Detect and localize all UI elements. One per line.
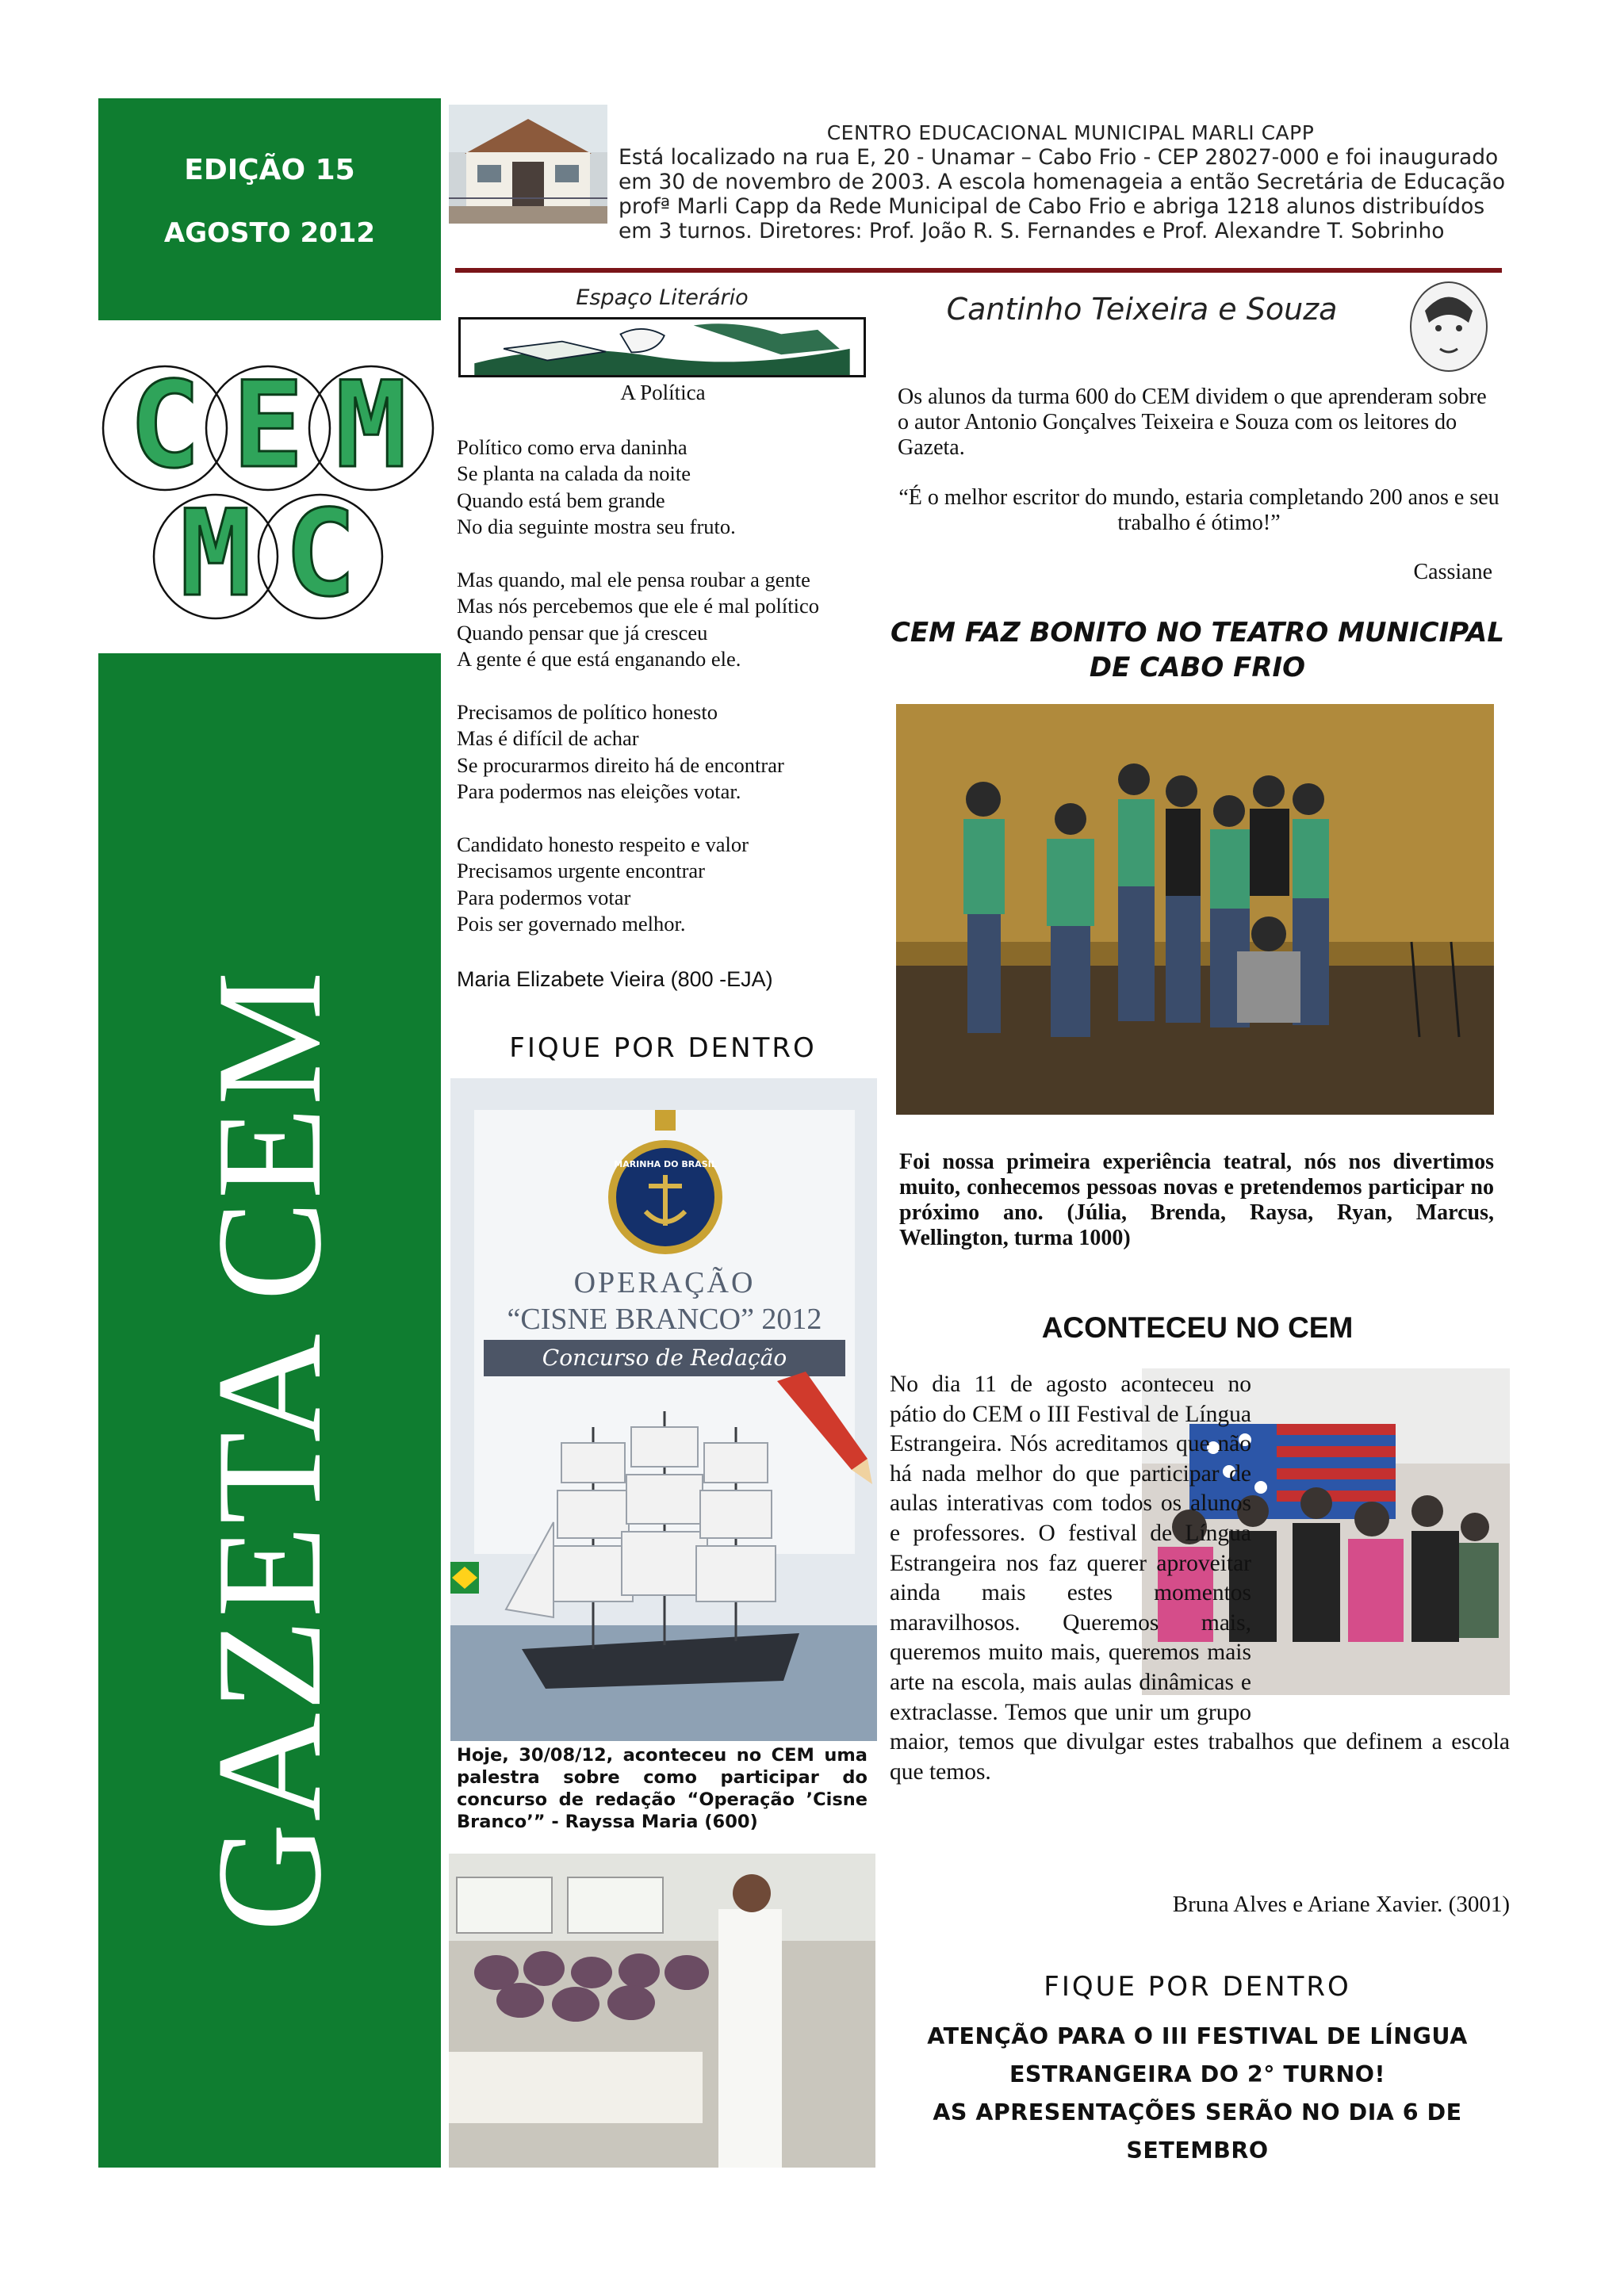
aconteceu-title: ACONTECEU NO CEM [1041, 1311, 1354, 1344]
poster-contest: Concurso de Redação [542, 1345, 787, 1371]
author-portrait-sketch [1405, 279, 1492, 374]
logo-letter-c2: C [284, 485, 357, 623]
poem-line: Quando pensar que já cresceu [457, 620, 708, 645]
cem-logo [98, 349, 441, 634]
poem-line: Candidato honesto respeito e valor [457, 832, 749, 857]
poster-caption: Hoje, 30/08/12, aconteceu no CEM uma palestra sobre como participar do concurso de redação “Operação ’Cisne Branco’” - Rayssa Maria (600) [457, 1745, 868, 1832]
aconteceu-body: No dia 11 de agosto aconteceu no pátio do CEM o III Festival de Língua Estrangeira. Nós acreditamos que não há nada melhor do que participar de aulas interativas com todos os alunos e professores. O festival de Língua Estrangeira nos faz querer aproveitar ainda mais estes momentos maravilhosos. Queremos mais, queremos muito mais, queremos mais arte na escola, mais aulas dinâmicas e extraclasse. Temos que unir um grupo maior, temos que divulgar estes trabalhos que definem a escola que temos. [890, 1372, 1510, 1785]
edition-date: AGOSTO 2012 [163, 217, 376, 249]
logo-letter-c1: C [128, 357, 201, 495]
cantinho-title: Cantinho Teixeira e Souza [946, 292, 1338, 327]
classroom-photo [449, 1854, 875, 2168]
poem-line: A gente é que está enganando ele. [457, 647, 741, 672]
fique-heading-left: FIQUE POR DENTRO [509, 1032, 817, 1064]
poem-stanza [457, 832, 869, 938]
poem-line: Mas quando, mal ele pensa roubar a gente [457, 568, 810, 592]
school-info-line: em 30 de novembro de 2003. A escola homenageia a então Secretária de Educação [619, 170, 1506, 194]
logo-letter-e: E [232, 357, 304, 495]
school-name: CENTRO EDUCACIONAL MUNICIPAL MARLI CAPP [826, 121, 1315, 144]
poem-line: Precisamos de político honesto [457, 700, 718, 725]
theater-group-photo [896, 704, 1494, 1115]
edition-box [98, 98, 441, 320]
poster-subtitle: “CISNE BRANCO” 2012 [507, 1303, 822, 1336]
poem-line: Precisamos urgente encontrar [457, 859, 705, 883]
edition-number: EDIÇÃO 15 [184, 154, 355, 186]
poem-title: A Política [620, 381, 706, 404]
literary-banner-illustration [458, 317, 866, 377]
poem-author: Maria Elizabete Vieira (800 -EJA) [457, 967, 773, 991]
poem-line: Pois ser governado melhor. [457, 912, 686, 936]
poem-line: Se procurarmos direito há de encontrar [457, 752, 784, 777]
poem-stanza [457, 567, 869, 673]
newspaper-title: GAZETA CEM [186, 970, 353, 1932]
cantinho-author: Cassiane [1413, 560, 1492, 584]
notice-line: ATENÇÃO PARA O III FESTIVAL DE LÍNGUA [927, 2023, 1468, 2049]
school-info-line: profª Marli Capp da Rede Municipal de Cabo Frio e abriga 1218 alunos distribuídos [619, 194, 1485, 219]
poem-line: No dia seguinte mostra seu fruto. [457, 515, 736, 539]
school-info-line: em 3 turnos. Diretores: Prof. João R. S. Fernandes e Prof. Alexandre T. Sobrinho [619, 219, 1445, 243]
badge-text: MARINHA DO BRASIL [614, 1159, 717, 1169]
aconteceu-article [890, 1370, 1510, 1787]
header-divider [455, 268, 1502, 273]
poster-title: OPERAÇÃO [573, 1266, 756, 1299]
cisne-branco-poster [450, 1078, 877, 1741]
school-info [619, 121, 1522, 243]
festival-notice [880, 2018, 1515, 2170]
logo-letter-m1: M [335, 357, 408, 495]
fique-heading-right: FIQUE POR DENTRO [1044, 1971, 1351, 2003]
school-info-line: Está localizado na rua E, 20 - Unamar – Cabo Frio - CEP 28027-000 e foi inaugurado [619, 145, 1499, 170]
poem-stanza [457, 434, 869, 541]
teatro-caption: Foi nossa primeira experiência teatral, nós nos divertimos muito, conhecemos pessoas novas e pretendemos participar no próximo ano. (Júlia, Brenda, Raysa, Ryan, Marcus, Wellington, turma 1000) [899, 1150, 1494, 1250]
poem-line: Quando está bem grande [457, 488, 665, 512]
teatro-headline: CEM FAZ BONITO NO TEATRO MUNICIPAL DE CABO FRIO [890, 617, 1505, 683]
poem-line: Mas nós percebemos que ele é mal político [457, 594, 819, 618]
poem-line: Para podermos nas eleições votar. [457, 779, 741, 804]
poem-line: Se planta na calada da noite [457, 461, 691, 486]
poem-line: Mas é difícil de achar [457, 726, 639, 751]
notice-line: ESTRANGEIRA DO 2° TURNO! [1009, 2061, 1386, 2087]
aconteceu-author: Bruna Alves e Ariane Xavier. (3001) [1172, 1892, 1510, 1917]
cantinho-intro: Os alunos da turma 600 do CEM dividem o que aprenderam sobre o autor Antonio Gonçalves Teixeira e Souza com os leitores do Gazeta. [898, 385, 1487, 460]
literary-label: Espaço Literário [576, 285, 749, 310]
school-building-photo [449, 105, 607, 224]
cantinho-quote: “É o melhor escritor do mundo, estaria completando 200 anos e seu trabalho é ótimo!” [898, 485, 1500, 535]
poem [457, 434, 869, 964]
logo-letter-m2: M [179, 485, 252, 623]
poem-line: Para podermos votar [457, 885, 631, 909]
poem-stanza [457, 699, 869, 806]
photo-spacer [1251, 1370, 1510, 1700]
poem-line: Político como erva daninha [457, 435, 688, 459]
notice-line: AS APRESENTAÇÕES SERÃO NO DIA 6 DE SETEMBRO [933, 2099, 1462, 2164]
